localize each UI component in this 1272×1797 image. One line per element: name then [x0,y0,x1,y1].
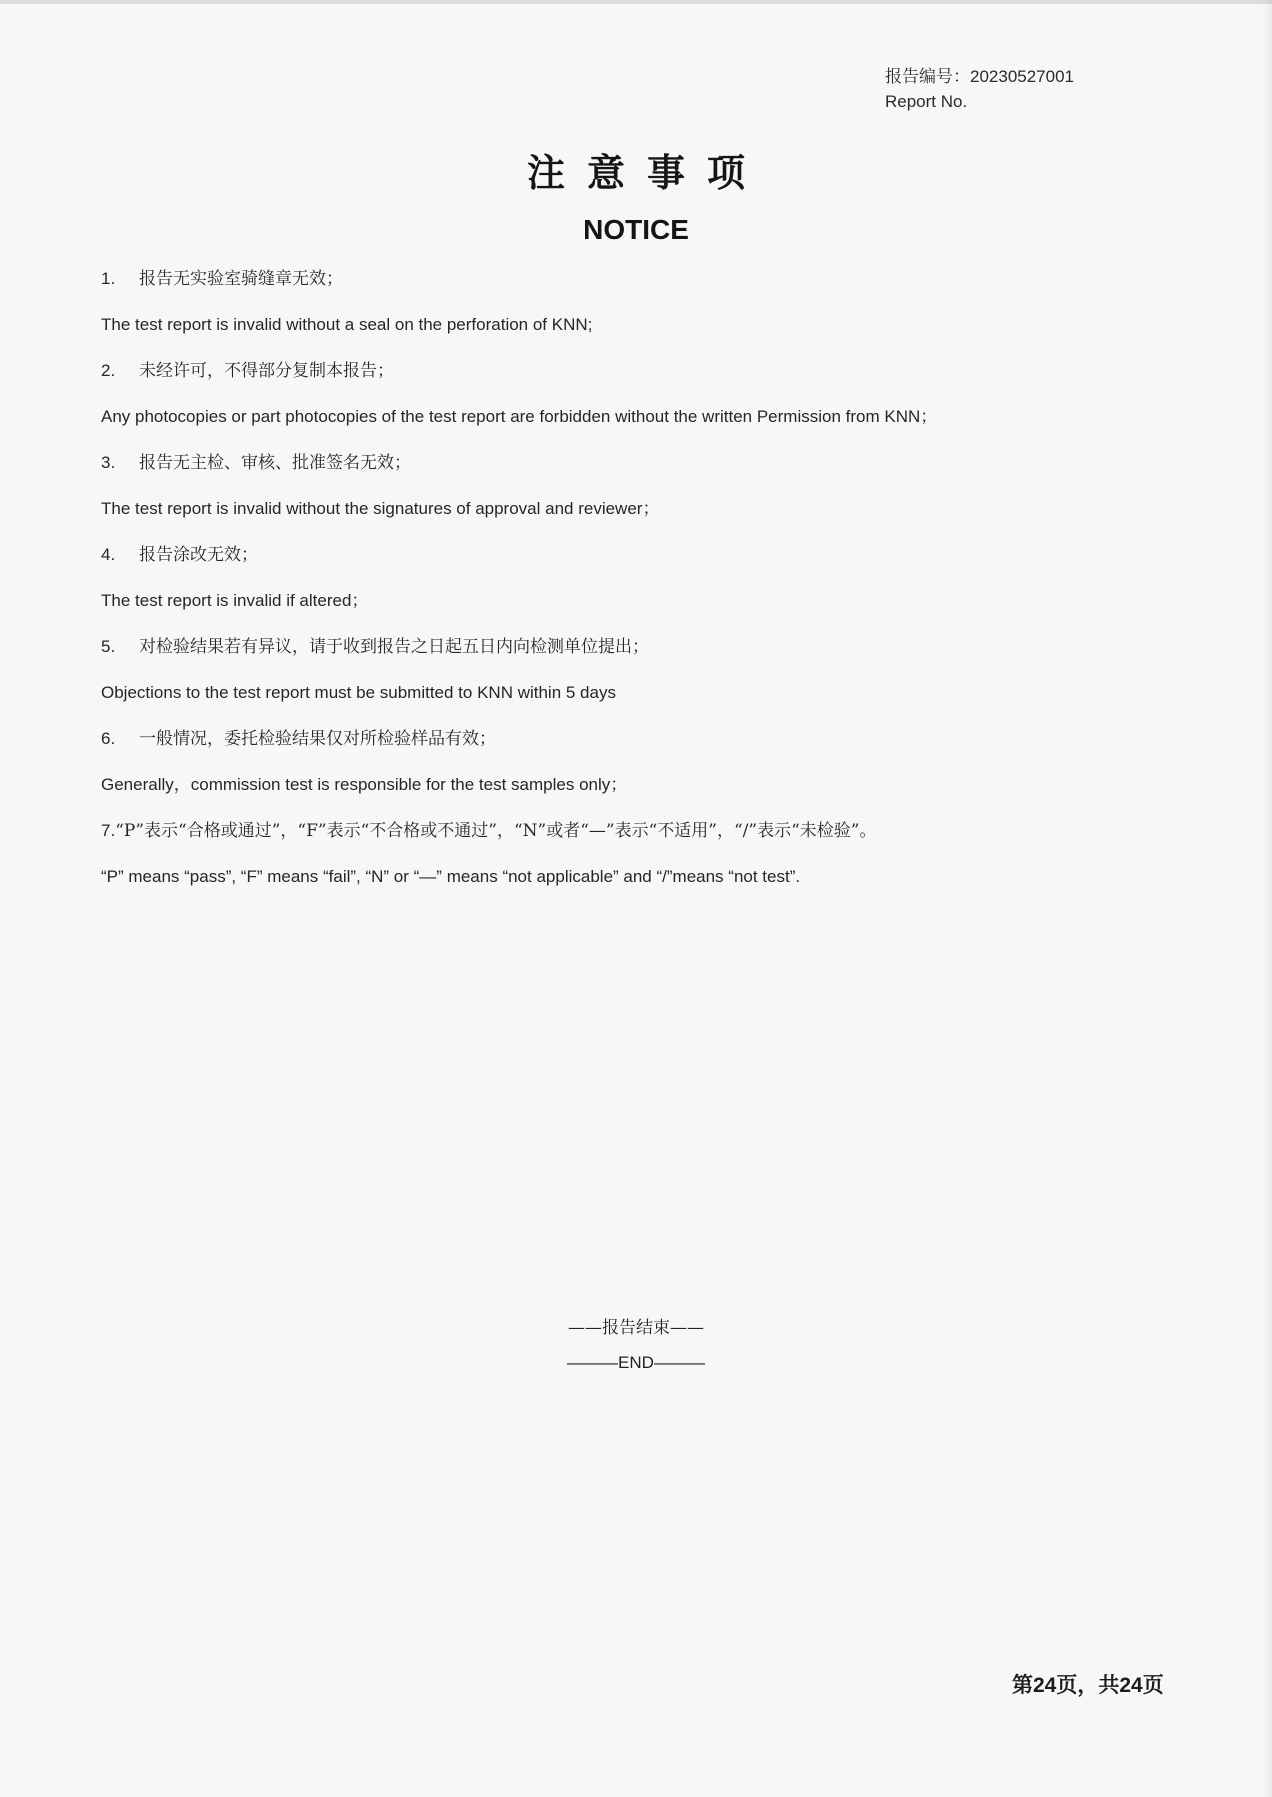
notice-item-1-cn [101,268,1141,290]
notice-number: 4. [101,545,116,564]
notice-number: 7. [101,821,116,840]
report-number-block [885,64,1074,114]
notice-item-5-cn [101,636,1141,658]
page-title-cn: 注意事项 [526,150,767,195]
notice-text-cn: 报告无实验室骑缝章无效； [139,269,343,289]
notice-text-cn: 对检验结果若有异议，请于收到报告之日起五日内向检测单位提出； [139,637,649,657]
notice-item-7-en: “P” means “pass”, “F” means “fail”, “N” or “—” means “not applicable” and “/”means “not test”. [101,867,801,886]
notice-number: 5. [101,637,116,656]
notice-item-3-cn [101,452,1141,474]
notice-text-cn: “P”表示“合格或通过”，“F”表示“不合格或不通过”，“N”或者“—”表示“不适用”，“/”表示“未检验”。 [115,821,877,841]
report-number-cn: 报告编号：20230527001 [885,67,1075,86]
report-number-en: Report No. [885,92,968,111]
notice-number: 1. [101,269,116,288]
notice-item-2-cn [101,360,1141,382]
notice-item-5-en: Objections to the test report must be submitted to KNN within 5 days [101,683,616,702]
notice-item-1-en: The test report is invalid without a seal on the perforation of KNN; [101,315,593,334]
report-end-en: ———END——— [567,1353,705,1372]
notice-text-cn: 一般情况，委托检验结果仅对所检验样品有效； [139,729,496,749]
page-title-en: NOTICE [583,214,689,245]
notice-item-4-cn [101,544,1141,566]
page-right-edge [1262,0,1272,1797]
notice-item-4-en: The test report is invalid if altered； [101,591,369,610]
report-end-cn: ——报告结束—— [568,1318,704,1338]
notice-item-2-en: Any photocopies or part photocopies of the test report are forbidden without the written Permission from KNN； [101,407,938,426]
notice-item-6-en: Generally，commission test is responsible for the test samples only； [101,775,628,794]
notice-item-7-cn [101,820,1141,842]
notice-list [101,268,1141,912]
page-number: 第24页，共24页 [1012,1674,1164,1697]
notice-number: 3. [101,453,116,472]
notice-item-3-en: The test report is invalid without the signatures of approval and reviewer； [101,499,660,518]
page-top-edge [0,0,1272,4]
notice-text-cn: 报告涂改无效； [139,545,258,565]
notice-text-cn: 未经许可，不得部分复制本报告； [139,361,394,381]
notice-number: 2. [101,361,116,380]
notice-item-6-cn [101,728,1141,750]
notice-text-cn: 报告无主检、审核、批准签名无效； [139,453,411,473]
notice-number: 6. [101,729,116,748]
